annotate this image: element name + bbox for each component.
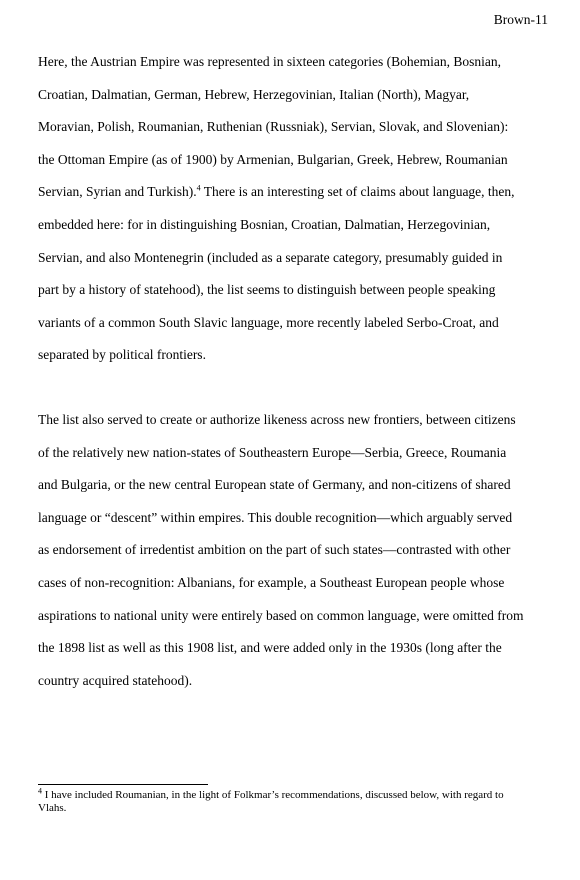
text-line: as endorsement of irredentist ambition on the part of such states—contrasted with other	[38, 542, 511, 558]
text-line: The list also served to create or authorize likeness across new frontiers, between citizens	[38, 412, 516, 427]
footnote	[38, 786, 548, 815]
text-line: Moravian, Polish, Roumanian, Ruthenian (Russniak), Servian, Slovak, and Slovenian):	[38, 119, 509, 135]
text-line: embedded here: for in distinguishing Bosnian, Croatian, Dalmatian, Herzegovinian,	[38, 216, 491, 232]
text-segment: Servian, Syrian and Turkish).	[38, 184, 197, 200]
text-line	[38, 176, 556, 209]
text-line: country acquired statehood).	[38, 672, 193, 688]
footnote-marker: 4	[38, 786, 42, 796]
text-line: of the relatively new nation-states of Southeastern Europe—Serbia, Greece, Roumania	[38, 444, 507, 460]
footnote-reference[interactable]: 4	[196, 183, 201, 193]
paragraph-2	[38, 404, 556, 697]
text-line: aspirations to national unity were entirely based on common language, were omitted from	[38, 607, 524, 623]
text-line: Croatian, Dalmatian, German, Hebrew, Herzegovinian, Italian (North), Magyar,	[38, 86, 470, 102]
text-line: Here, the Austrian Empire was represented in sixteen categories (Bohemian, Bosnian,	[38, 54, 501, 69]
text-line: and Bulgaria, or the new central European state of Germany, and non-citizens of shared	[38, 477, 511, 493]
footnote-divider	[38, 784, 208, 785]
text-segment: There is an interesting set of claims about language, then,	[203, 184, 515, 200]
paragraph-1	[38, 46, 556, 372]
footnote-line: Vlahs.	[38, 802, 67, 814]
footnote-text: I have included Roumanian, in the light of Folkmar’s recommendations, discussed below, with regard to	[44, 789, 504, 801]
text-line: language or “descent” within empires. This double recognition—which arguably served	[38, 509, 513, 525]
text-line: cases of non-recognition: Albanians, for example, a Southeast European people whose	[38, 574, 505, 590]
text-line: separated by political frontiers.	[38, 347, 206, 363]
text-line: part by a history of statehood), the list seems to distinguish between people speaking	[38, 282, 496, 298]
text-line: Servian, and also Montenegrin (included as a separate category, presumably guided in	[38, 249, 503, 265]
text-line: variants of a common South Slavic language, more recently labeled Serbo-Croat, and	[38, 314, 499, 330]
text-line: the Ottoman Empire (as of 1900) by Armenian, Bulgarian, Greek, Hebrew, Roumanian	[38, 151, 508, 167]
page-header: Brown-11	[493, 12, 548, 27]
text-line: the 1898 list as well as this 1908 list, and were added only in the 1930s (long after the	[38, 640, 502, 656]
footnote-line	[38, 786, 504, 801]
